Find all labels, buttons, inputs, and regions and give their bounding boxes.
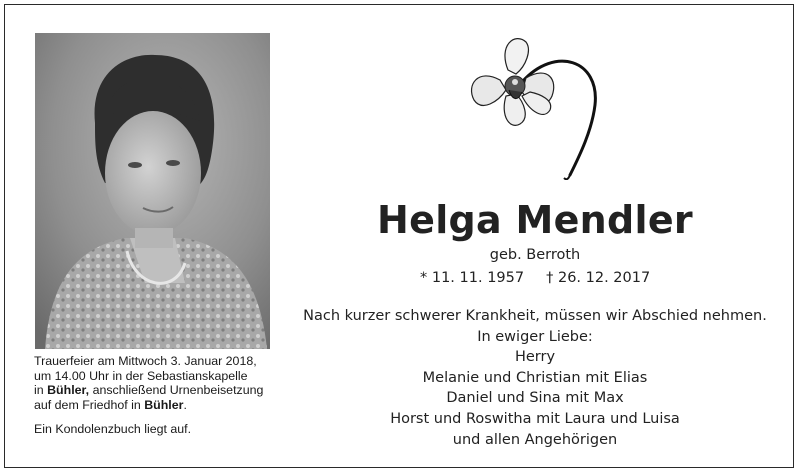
birth-date: * 11. 11. 1957 bbox=[420, 270, 525, 286]
death-date: † 26. 12. 2017 bbox=[546, 270, 651, 286]
funeral-line-2: um 14.00 Uhr in der Sebastianskapelle bbox=[34, 368, 248, 383]
deceased-name: Helga Mendler bbox=[377, 198, 693, 242]
funeral-line-1: Trauerfeier am Mittwoch 3. Januar 2018, bbox=[34, 354, 257, 368]
message-line: Daniel und Sina mit Max bbox=[446, 390, 624, 407]
funeral-line-4 bbox=[34, 398, 284, 413]
orchid-icon bbox=[460, 30, 610, 180]
funeral-info bbox=[34, 354, 284, 437]
condolence-book-note: Ein Kondolenzbuch liegt auf. bbox=[34, 422, 192, 437]
funeral-line-3-rest: anschließend Urnenbeisetzung bbox=[92, 383, 264, 398]
funeral-line-3 bbox=[34, 383, 284, 398]
message-line: Horst und Roswitha mit Laura und Luisa bbox=[390, 410, 680, 427]
funeral-line-3-prefix: in bbox=[34, 383, 44, 398]
message-line: Melanie und Christian mit Elias bbox=[422, 369, 648, 386]
message-line: In ewiger Liebe: bbox=[477, 328, 593, 345]
message-line: Nach kurzer schwerer Krankheit, müssen wir Abschied nehmen. bbox=[303, 308, 767, 324]
mourning-message bbox=[300, 306, 770, 450]
portrait-photo bbox=[35, 33, 270, 349]
message-line: und allen Angehörigen bbox=[452, 431, 618, 448]
cemetery-place: Bühler bbox=[144, 397, 184, 412]
maiden-name: geb. Berroth bbox=[489, 247, 581, 263]
funeral-line-4-suffix: . bbox=[183, 397, 187, 412]
funeral-line-4-prefix: auf dem Friedhof in bbox=[34, 397, 141, 412]
life-dates bbox=[420, 270, 720, 286]
message-line: Herry bbox=[514, 349, 556, 366]
funeral-place: Bühler, bbox=[47, 383, 90, 398]
